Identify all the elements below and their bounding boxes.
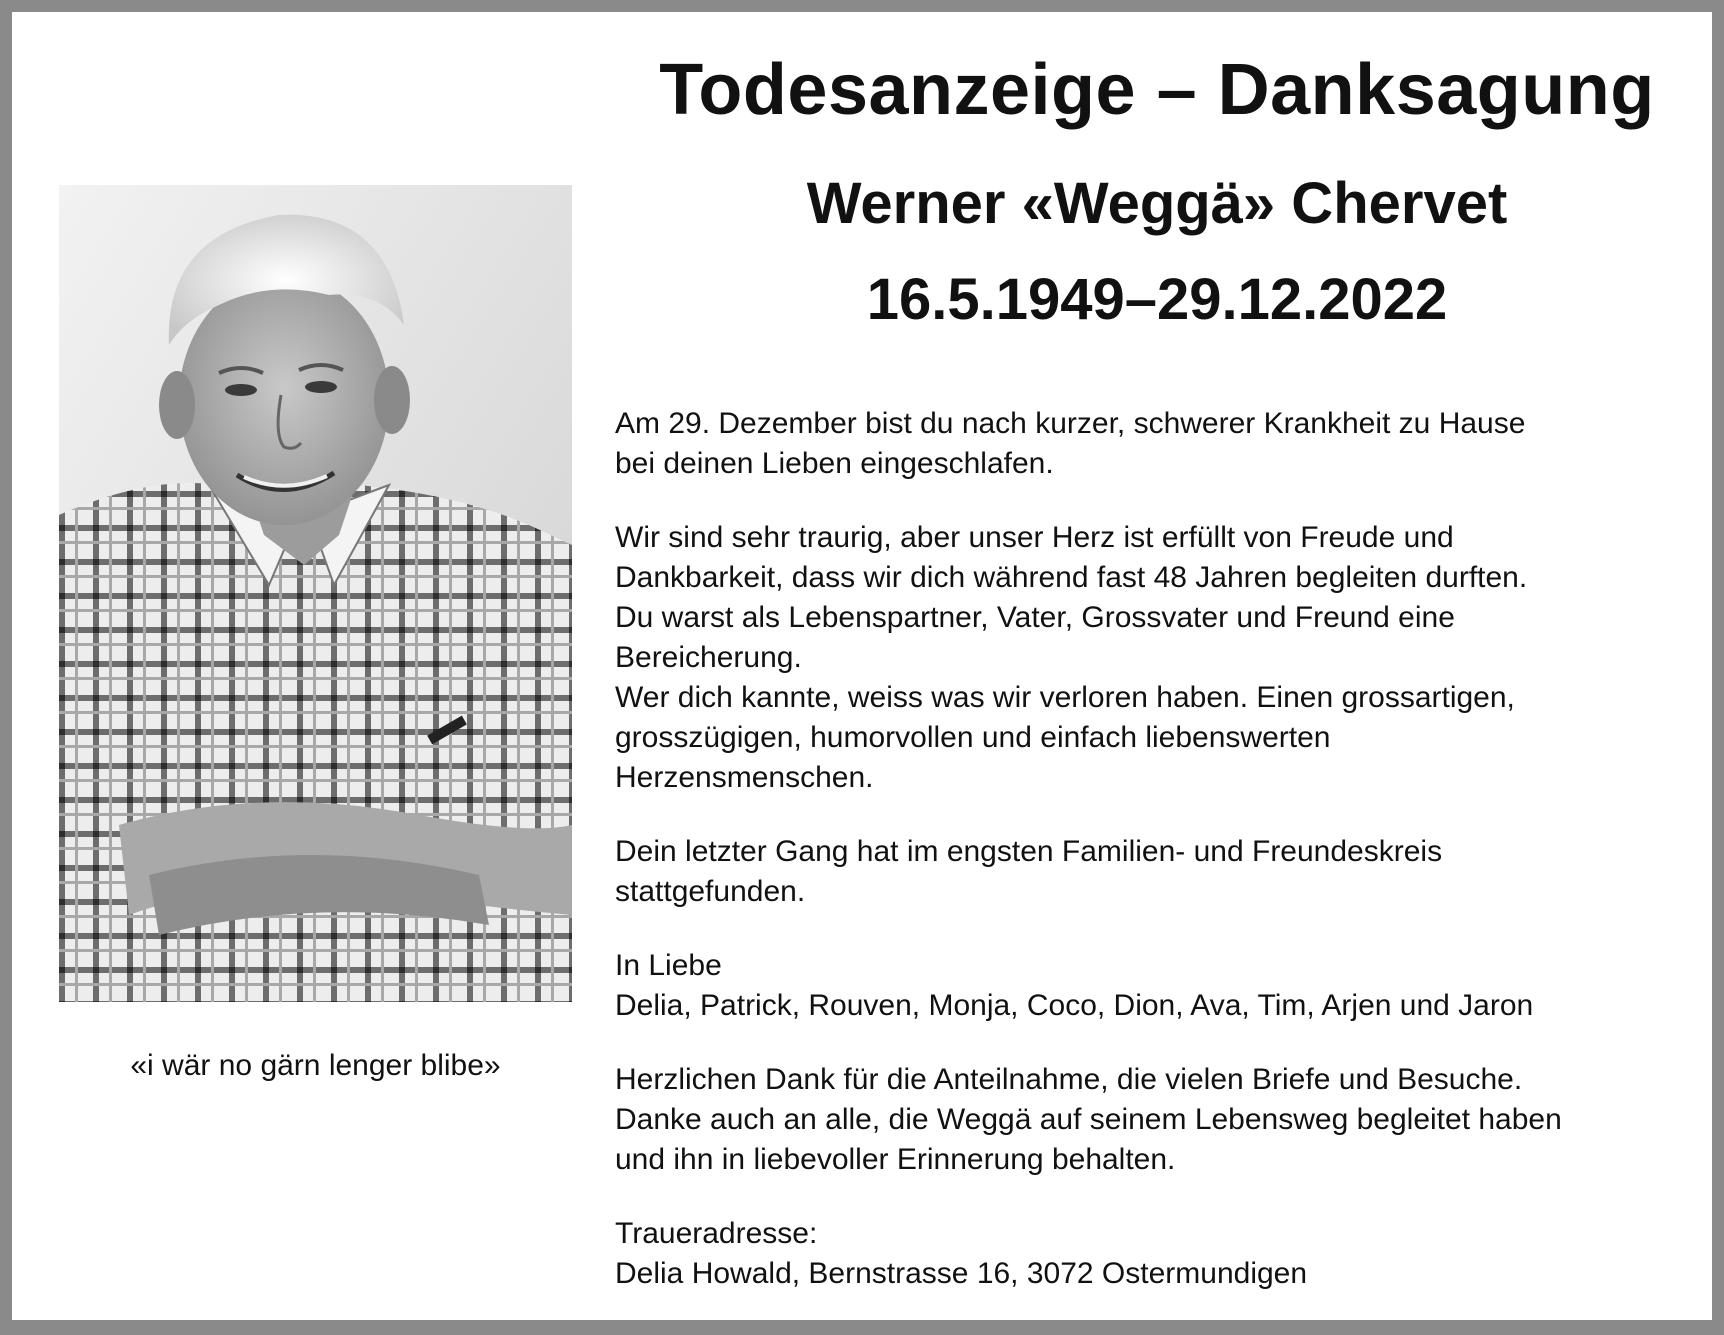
paragraph-funeral: Dein letzter Gang hat im engsten Familien- und Freundeskreis stattgefunden.: [615, 835, 1443, 908]
photo-caption: «i wär no gärn lenger blibe»: [130, 1049, 501, 1082]
obituary-text: [615, 404, 1710, 1294]
life-dates: 16.5.1949–29.12.2022: [866, 267, 1448, 332]
paragraph-family: In Liebe Delia, Patrick, Rouven, Monja, Coco, Dion, Ava, Tim, Arjen und Jaron: [615, 949, 1534, 1022]
paragraph-address: Traueradresse: Delia Howald, Bernstrasse 16, 3072 Ostermundigen: [615, 1217, 1308, 1290]
paragraph-tribute: Wir sind sehr traurig, aber unser Herz ist erfüllt von Freude und Dankbarkeit, dass wir dich während fast 48 Jahren begleiten durften. Du warst als Lebenspartner, Vater, Grossvater und Freund eine Bereicherung. Wer dich kannte, weiss was wir verloren haben. Einen grossartigen, grosszügigen, humorvollen und einfach liebenswerten Herzensmenschen.: [615, 521, 1528, 794]
paragraph-thanks: Herzlichen Dank für die Anteilnahme, die vielen Briefe und Besuche. Danke auch an alle, die Weggä auf seinem Lebensweg begleitet haben und ihn in liebevoller Erinnerung behalten.: [615, 1063, 1562, 1176]
obituary-page: [12, 12, 1712, 1320]
deceased-name: Werner «Weggä» Chervet: [806, 171, 1508, 236]
portrait-photo: [59, 185, 572, 1002]
notice-title: Todesanzeige – Danksagung: [659, 50, 1655, 130]
paragraph-passing: Am 29. Dezember bist du nach kurzer, schwerer Krankheit zu Hause bei deinen Lieben eingeschlafen.: [615, 407, 1526, 480]
